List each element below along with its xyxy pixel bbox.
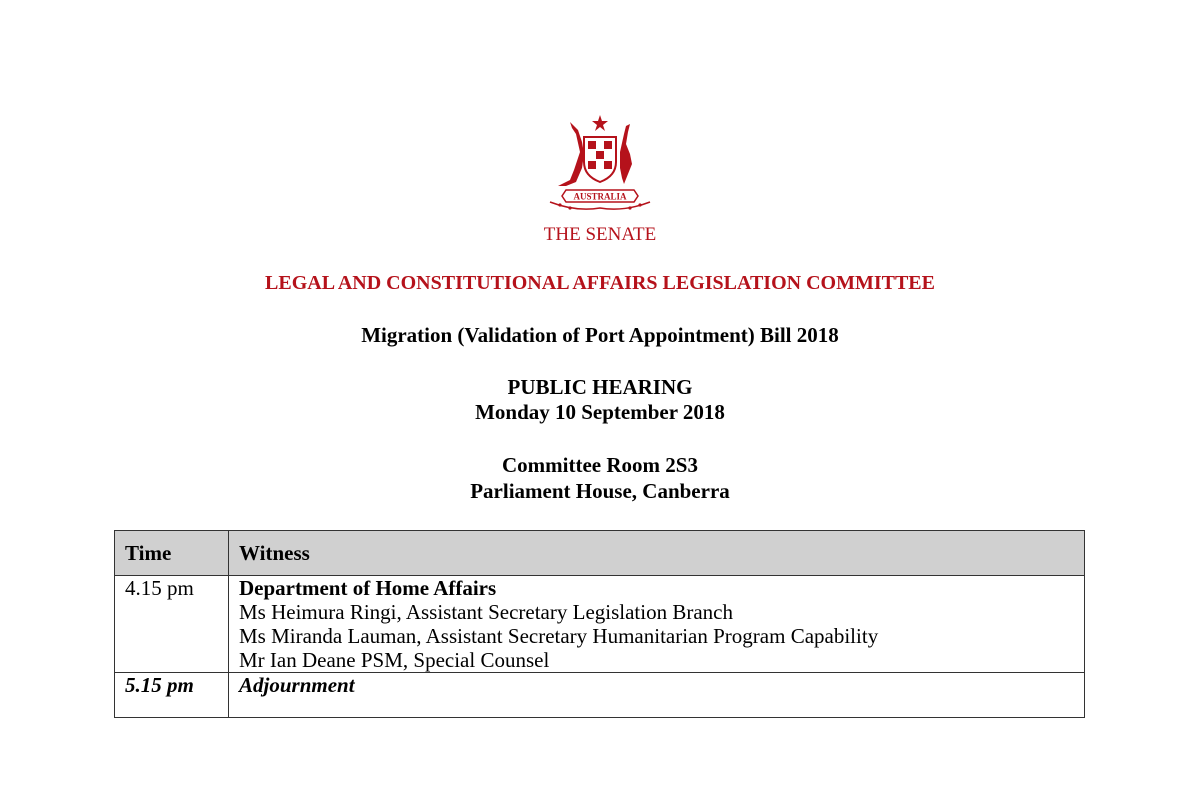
witness-name: Ms Heimura Ringi, Assistant Secretary Legislation Branch bbox=[239, 600, 733, 624]
venue-info bbox=[0, 452, 1200, 504]
column-header-witness: Witness bbox=[229, 531, 1085, 576]
committee-name: LEGAL AND CONSTITUTIONAL AFFAIRS LEGISLATION COMMITTEE bbox=[265, 272, 935, 294]
column-header-time: Time bbox=[115, 531, 229, 576]
hearing-info bbox=[0, 375, 1200, 425]
hearing-date: Monday 10 September 2018 bbox=[475, 400, 725, 424]
table-row bbox=[115, 673, 1085, 718]
bill-title: Migration (Validation of Port Appointment) Bill 2018 bbox=[361, 323, 839, 347]
witness-cell bbox=[229, 576, 1085, 673]
table-header-row bbox=[115, 531, 1085, 576]
coat-of-arms-icon bbox=[536, 112, 664, 212]
table-row bbox=[115, 576, 1085, 673]
time-cell: 5.15 pm bbox=[115, 673, 229, 718]
witness-name: Mr Ian Deane PSM, Special Counsel bbox=[239, 648, 550, 672]
room-name: Committee Room 2S3 bbox=[502, 453, 698, 477]
witness-name: Ms Miranda Lauman, Assistant Secretary Humanitarian Program Capability bbox=[239, 624, 879, 648]
schedule-table bbox=[114, 530, 1085, 718]
organisation-name: Department of Home Affairs bbox=[239, 576, 497, 600]
adjournment-cell: Adjournment bbox=[229, 673, 1085, 718]
crest-label: AUSTRALIA bbox=[573, 191, 627, 202]
chamber-name: THE SENATE bbox=[543, 224, 657, 245]
time-cell: 4.15 pm bbox=[115, 576, 229, 673]
event-type: PUBLIC HEARING bbox=[507, 375, 693, 399]
location-name: Parliament House, Canberra bbox=[470, 479, 730, 503]
